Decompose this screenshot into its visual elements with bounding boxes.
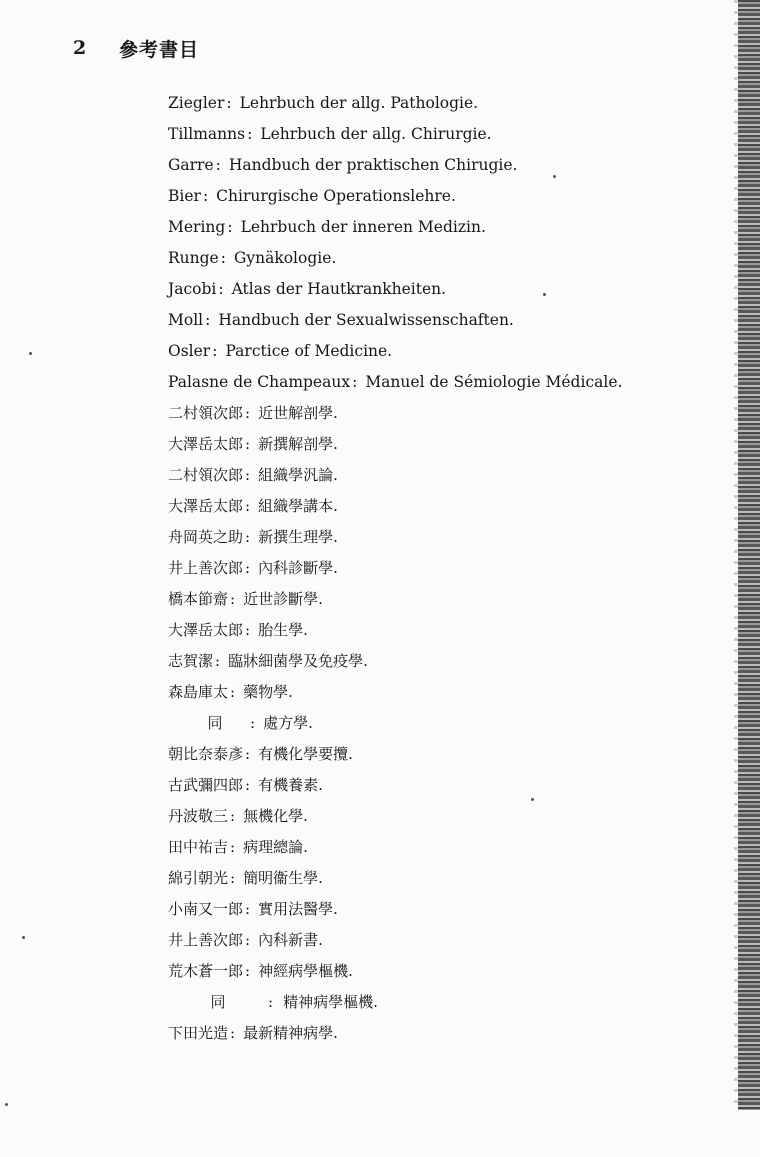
reference-author: 二村領次郎 (168, 466, 244, 484)
colon-separator: : (245, 435, 251, 453)
reference-title: 內科診斷學. (258, 559, 338, 577)
reference-entry (168, 770, 622, 801)
reference-author: 古武彌四郎 (168, 776, 244, 794)
reference-entry (168, 1018, 622, 1049)
colon-separator: : (230, 683, 236, 701)
colon-separator: : (230, 838, 236, 856)
reference-title: 藥物學. (243, 683, 293, 701)
reference-entry (168, 739, 622, 770)
reference-title: Lehrbuch der inneren Medizin. (240, 218, 486, 236)
reference-author: 舟岡英之助 (168, 528, 244, 546)
colon-separator: : (230, 590, 236, 608)
reference-author: 森島庫太 (168, 683, 229, 701)
reference-author: 小南又一郎 (168, 900, 244, 918)
colon-separator: : (212, 342, 218, 360)
reference-entry (168, 367, 622, 398)
reference-title: 處方學. (263, 714, 313, 732)
reference-author: 橋本節齋 (168, 590, 229, 608)
reference-author: 大澤岳太郎 (168, 621, 244, 639)
colon-separator: : (250, 714, 256, 732)
reference-entry (168, 925, 622, 956)
colon-separator: : (245, 745, 251, 763)
print-speck (29, 352, 32, 355)
reference-author: 下田光造 (168, 1024, 229, 1042)
reference-entry (168, 181, 622, 212)
reference-author: 荒木蒼一郎 (168, 962, 244, 980)
page-title: 參考書目 (119, 38, 200, 61)
reference-author: Tillmanns (168, 125, 246, 143)
reference-entry (168, 832, 622, 863)
reference-author: Jacobi (168, 280, 217, 298)
reference-entry (168, 801, 622, 832)
reference-title: Parctice of Medicine. (225, 342, 393, 360)
reference-author: Moll (168, 311, 204, 329)
print-speck (22, 936, 25, 939)
reference-entry (168, 460, 622, 491)
reference-title: 新撰生理學. (258, 528, 338, 546)
reference-title: Lehrbuch der allg. Pathologie. (239, 94, 479, 112)
reference-author: 綿引朝光 (168, 869, 229, 887)
colon-separator: : (352, 373, 358, 391)
reference-title: 近世診斷學. (243, 590, 323, 608)
reference-title: 有機養素. (258, 776, 323, 794)
reference-author: 井上善次郎 (168, 931, 244, 949)
reference-entry (168, 553, 622, 584)
reference-author: 同 (210, 993, 226, 1011)
reference-author: 田中祐吉 (168, 838, 229, 856)
colon-separator: : (218, 280, 224, 298)
colon-separator: : (245, 497, 251, 515)
reference-title: 病理總論. (243, 838, 308, 856)
reference-author: 二村領次郎 (168, 404, 244, 422)
reference-entry (168, 212, 622, 243)
colon-separator: : (268, 993, 274, 1011)
reference-author: 同 (207, 714, 223, 732)
reference-title: 內科新書. (258, 931, 323, 949)
reference-title: 近世解剖學. (258, 404, 338, 422)
reference-entry (168, 677, 622, 708)
reference-entry (168, 863, 622, 894)
reference-title: 新撰解剖學. (258, 435, 338, 453)
colon-separator: : (245, 931, 251, 949)
reference-entry (168, 522, 622, 553)
colon-separator: : (226, 94, 232, 112)
colon-separator: : (202, 187, 209, 205)
colon-separator: : (245, 962, 251, 980)
reference-title: 臨牀細菌學及免疫學. (228, 652, 368, 670)
reference-author: 丹波敬三 (168, 807, 229, 825)
reference-author: 志賀潔 (168, 652, 214, 670)
reference-title: 組織學講本. (258, 497, 338, 515)
colon-separator: : (245, 404, 251, 422)
reference-author: Runge (168, 249, 219, 267)
reference-author: 朝比奈泰彥 (168, 745, 244, 763)
reference-entry (168, 336, 622, 367)
colon-separator: : (245, 900, 251, 918)
reference-entry (168, 119, 622, 150)
reference-entry (168, 987, 622, 1018)
print-speck (5, 1103, 8, 1106)
colon-separator: : (245, 466, 251, 484)
reference-entry (168, 274, 622, 305)
colon-separator: : (245, 528, 251, 546)
colon-separator: : (247, 125, 253, 143)
reference-entry (168, 150, 622, 181)
reference-title: 最新精神病學. (243, 1024, 338, 1042)
reference-entry (168, 88, 622, 119)
reference-entry (168, 708, 622, 739)
reference-entry (168, 429, 622, 460)
reference-title: Gynäkologie. (233, 249, 337, 267)
colon-separator: : (230, 807, 236, 825)
reference-author: Osler (168, 342, 211, 360)
reference-title: 組織學汎論. (258, 466, 338, 484)
reference-entry (168, 398, 622, 429)
reference-author: 大澤岳太郎 (168, 497, 244, 515)
page-binding-edge (738, 0, 760, 1110)
reference-author: Garre (168, 156, 214, 174)
reference-title: 胎生學. (258, 621, 308, 639)
reference-title: Atlas der Hautkrankheiten. (231, 280, 447, 298)
reference-author: Mering (168, 218, 226, 236)
reference-title: 簡明衞生學. (243, 869, 323, 887)
reference-title: 精神病學樞機. (283, 993, 378, 1011)
reference-entry (168, 243, 622, 274)
reference-author: 大澤岳太郎 (168, 435, 244, 453)
reference-title: Chirurgische Operationslehre. (216, 187, 456, 205)
reference-title: Manuel de Sémiologie Médicale. (365, 373, 623, 391)
reference-entry (168, 491, 622, 522)
reference-entry (168, 305, 622, 336)
reference-author: 井上善次郎 (168, 559, 244, 577)
colon-separator: : (245, 621, 251, 639)
page-number: 2 (73, 37, 87, 59)
colon-separator: : (227, 218, 233, 236)
reference-title: 無機化學. (243, 807, 308, 825)
colon-separator: : (230, 869, 236, 887)
reference-author: Ziegler (168, 94, 225, 112)
reference-title: 神經病學樞機. (258, 962, 353, 980)
reference-entry (168, 956, 622, 987)
reference-title: Handbuch der praktischen Chirugie. (228, 156, 518, 174)
reference-title: 有機化學要攬. (258, 745, 353, 763)
colon-separator: : (215, 652, 221, 670)
colon-separator: : (220, 249, 226, 267)
colon-separator: : (205, 311, 211, 329)
page-header (73, 32, 199, 64)
colon-separator: : (230, 1024, 236, 1042)
reference-title: Lehrbuch der allg. Chirurgie. (260, 125, 492, 143)
reference-list (168, 88, 622, 1049)
reference-entry (168, 894, 622, 925)
reference-entry (168, 584, 622, 615)
colon-separator: : (215, 156, 221, 174)
colon-separator: : (245, 776, 251, 794)
reference-title: 實用法醫學. (258, 900, 338, 918)
reference-author: Bier (168, 187, 201, 205)
reference-entry (168, 615, 622, 646)
reference-entry (168, 646, 622, 677)
reference-author: Palasne de Champeaux (168, 373, 351, 391)
reference-title: Handbuch der Sexualwissenschaften. (218, 311, 514, 329)
colon-separator: : (245, 559, 251, 577)
